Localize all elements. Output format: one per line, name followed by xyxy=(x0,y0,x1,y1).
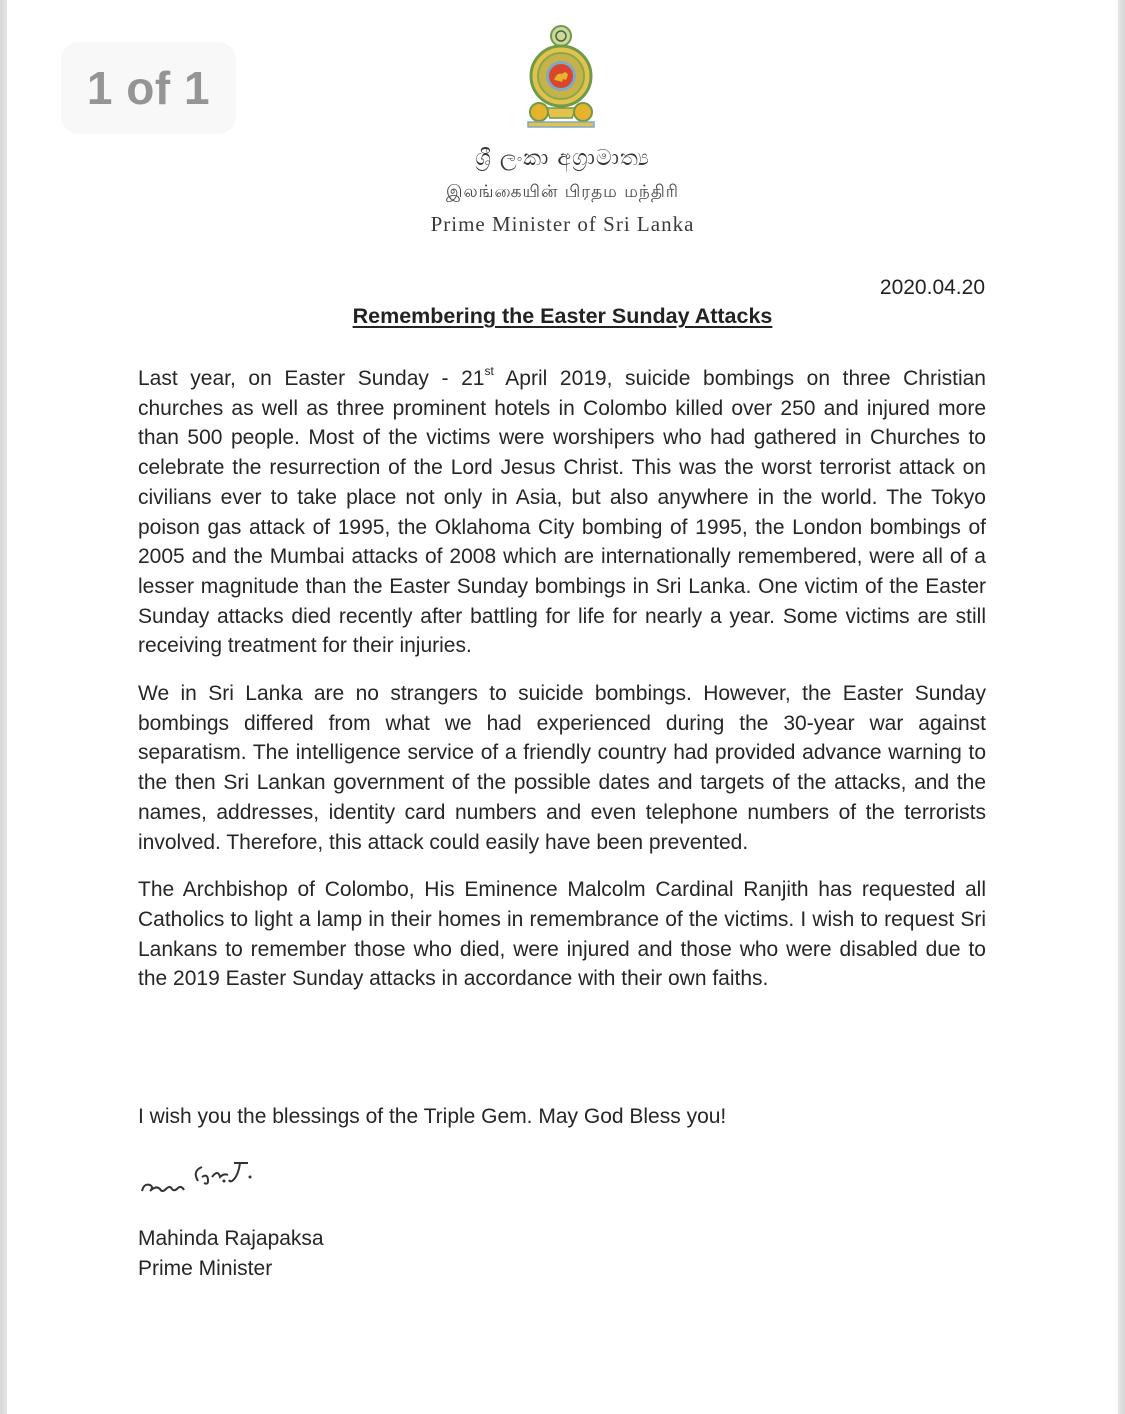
letterhead-tamil-title: இலங்கையின் பிரதம மந்திரி xyxy=(445,182,680,202)
paragraph-2: We in Sri Lanka are no strangers to suicide bombings. However, the Easter Sunday bombings differed from what we had experienced during the 30-year war against separatism. The intelligence service of a friendly country had provided advance warning to the then Sri Lankan government of the possible dates and targets of the attacks, and the names, addresses, identity card numbers and even telephone numbers of the terrorists involved. Therefore, this attack could easily have been prevented. xyxy=(138,682,986,854)
paragraph-1-text-rest: April 2019, suicide bombings on three Christian churches as well as three prominent hotels in Colombo killed over 250 and injured more than 500 people. Most of the victims were worshipers who had gathered in Churches to celebrate the resurrection of the Lord Jesus Christ. This was the worst terrorist attack on civilians ever to take place not only in Asia, but also anywhere in the world. The Tokyo poison gas attack of 1995, the Oklahoma City bombing of 1995, the London bombings of 2005 and the Mumbai attacks of 2008 which are internationally remembered, were all of a lesser magnitude than the Easter Sunday bombings in Sri Lanka. One victim of the Easter Sunday attacks died recently after battling for life for nearly a year. Some victims are still receiving treatment for their injuries. xyxy=(138,367,986,658)
signer-block xyxy=(138,1224,324,1284)
letterhead-sinhala-title: ශ්‍රී ලංකා අග්‍රාමාත්‍ය xyxy=(475,146,650,171)
page-indicator-label: 1 of 1 xyxy=(86,62,211,114)
ordinal-suffix: st xyxy=(484,364,494,378)
letter-date: 2020.04.20 xyxy=(879,276,985,299)
signature-icon xyxy=(136,1155,286,1205)
state-emblem-icon xyxy=(524,24,598,132)
page-indicator xyxy=(61,42,236,134)
letter-closing: I wish you the blessings of the Triple Gem. May God Bless you! xyxy=(138,1105,727,1128)
letterhead-english-title: Prime Minister of Sri Lanka xyxy=(430,212,695,236)
paragraph-1 xyxy=(138,364,986,661)
letter-title: Remembering the Easter Sunday Attacks xyxy=(352,304,773,328)
signer-name: Mahinda Rajapaksa xyxy=(138,1227,324,1250)
paragraph-3: The Archbishop of Colombo, His Eminence Malcolm Cardinal Ranjith has requested all Catholics to light a lamp in their homes in remembrance of the victims. I wish to request Sri Lankans to remember those who died, were injured and those who were disabled due to the 2019 Easter Sunday attacks in accordance with their own faiths. xyxy=(138,878,986,991)
signer-title: Prime Minister xyxy=(138,1257,273,1280)
paragraph-1-text-start: Last year, on Easter Sunday - 21 xyxy=(138,367,485,390)
letter-body xyxy=(138,364,986,1012)
